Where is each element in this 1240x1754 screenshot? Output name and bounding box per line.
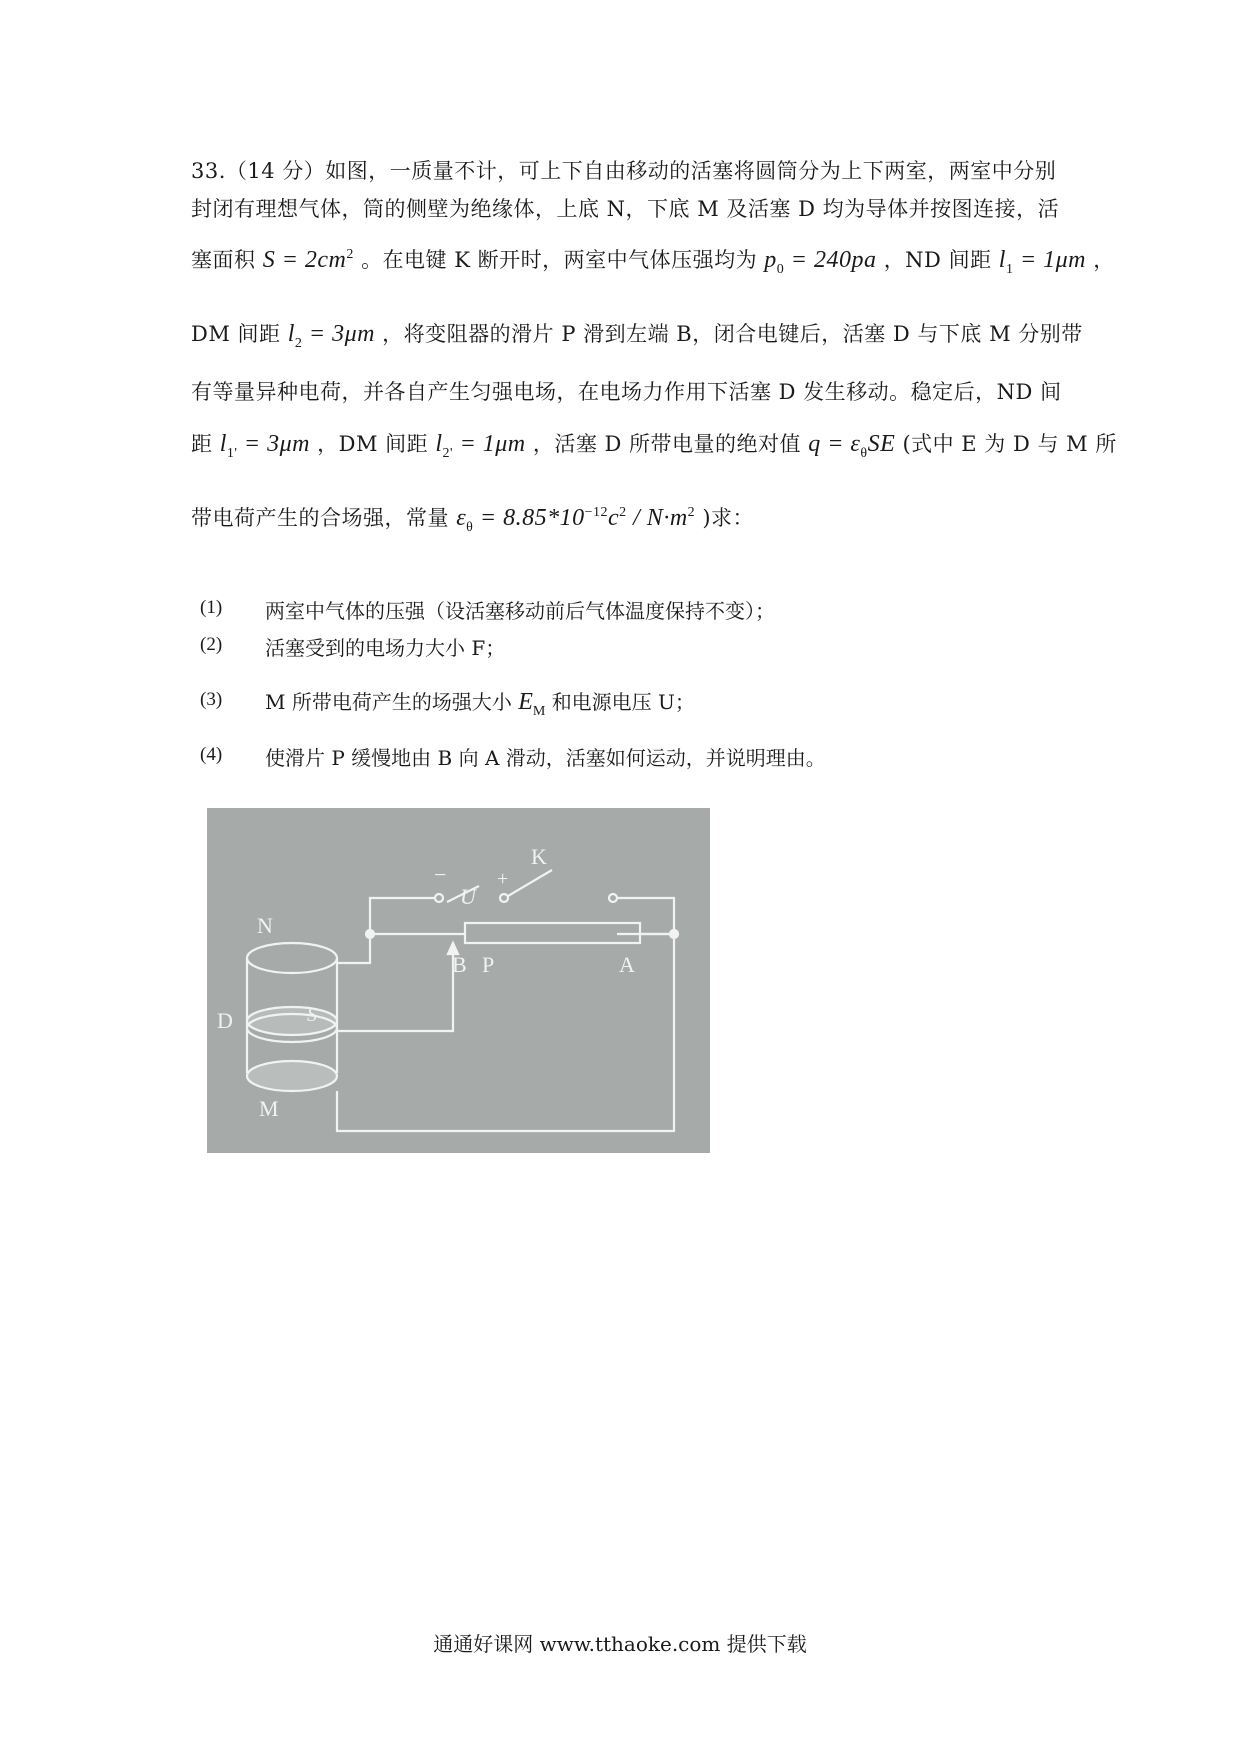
problem-text: 距 — [191, 432, 213, 456]
l2-formula: $l_2 = 3\mu m$ — [287, 321, 375, 351]
problem-text: )求： — [702, 506, 755, 530]
problem-line-3 — [191, 244, 1115, 278]
problem-text: 封闭有理想气体，筒的侧壁为绝缘体，上底 N，下底 M 及活塞 D 均为导体并按图连接，活 — [191, 197, 1060, 221]
circuit-diagram — [207, 808, 710, 1153]
label-M: M — [259, 1096, 279, 1121]
problem-text: 有等量异种电荷，并各自产生匀强电场，在电场力作用下活塞 D 发生移动。稳定后，ND 间 — [191, 380, 1062, 404]
question-number: (1) — [200, 597, 223, 618]
question-text: M 所带电荷产生的场强大小 $E_M$ 和电源电压 U； — [265, 689, 695, 719]
problem-text: DM 间距 — [191, 322, 281, 346]
problem-text: 塞面积 — [191, 248, 256, 272]
question-text: 两室中气体的压强（设活塞移动前后气体温度保持不变）； — [265, 599, 775, 623]
label-P: P — [482, 952, 495, 977]
question-number: (2) — [200, 634, 223, 655]
problem-text: 带电荷产生的合场强，常量 — [191, 506, 449, 530]
rheostat — [465, 923, 640, 943]
question-text: 活塞受到的电场力大小 F； — [265, 636, 506, 660]
label-N: N — [257, 913, 273, 938]
charge-formula: $q = \varepsilon_\theta SE$ — [808, 431, 896, 461]
label-K: K — [531, 844, 547, 869]
problem-text: ，将变阻器的滑片 P 滑到左端 B，闭合电键后，活塞 D 与下底 M 分别带 — [382, 322, 1083, 346]
problem-line-5 — [191, 376, 1062, 406]
problem-text: 33.（14 分）如图，一质量不计，可上下自由移动的活塞将圆筒分为上下两室，两室中分别 — [191, 159, 1057, 183]
area-formula: $S = 2cm^2$ — [262, 247, 354, 273]
label-S: S — [307, 1004, 317, 1026]
circuit-figure — [207, 808, 710, 1153]
label-plus: + — [497, 868, 509, 890]
problem-text: 。在电键 K 断开时，两室中气体压强均为 — [361, 248, 758, 272]
label-A: A — [619, 952, 635, 977]
l1-prime-formula: $l_{1'} = 3\mu m$ — [219, 431, 310, 461]
footer: 通通好课网 www.tthaoke.com 提供下载 — [433, 1632, 807, 1656]
problem-line-1 — [191, 155, 1056, 185]
problem-text: ，活塞 D 所带电量的绝对值 — [532, 432, 802, 456]
problem-text: (式中 E 为 D 与 M 所 — [902, 432, 1117, 456]
l1-formula: $l_1 = 1\mu m$ — [998, 247, 1087, 277]
problem-text: ，ND 间距 — [883, 248, 992, 272]
l2-prime-formula: $l_{2'} = 1\mu m$ — [435, 431, 526, 461]
label-D: D — [217, 1008, 233, 1033]
label-B: B — [452, 952, 467, 977]
problem-line-6 — [191, 428, 1117, 462]
pressure-formula: $p_0 = 240pa$ — [764, 247, 877, 277]
label-minus: − — [434, 862, 447, 887]
problem-line-4 — [191, 318, 1083, 352]
problem-line-2 — [191, 193, 1059, 223]
em-formula: $E_M$ — [518, 689, 546, 719]
question-number: (3) — [200, 689, 223, 710]
question-number: (4) — [200, 744, 223, 765]
problem-line-7 — [191, 502, 754, 536]
cylinder — [247, 943, 337, 1091]
punctuation: ， — [1093, 248, 1115, 272]
label-U: U — [460, 884, 476, 909]
problem-text: ，DM 间距 — [317, 432, 429, 456]
question-text: 使滑片 P 缓慢地由 B 向 A 滑动，活塞如何运动，并说明理由。 — [265, 746, 826, 770]
constant-formula: $\varepsilon_\theta = 8.85*10^{-12}c^2 / N\cdot m^2$ — [456, 505, 696, 535]
